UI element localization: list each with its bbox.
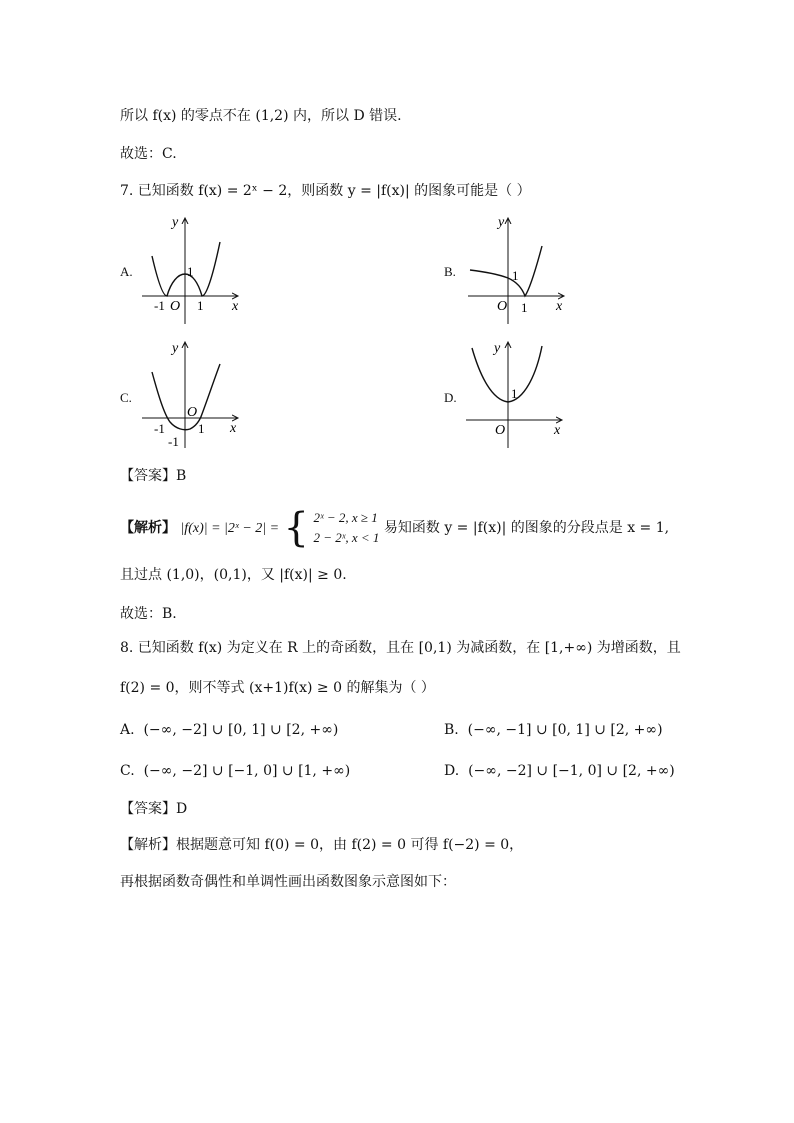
graph-c-origin: O	[187, 405, 198, 420]
piece-case-2: 2 − 2ˣ, x < 1	[313, 530, 380, 545]
graph-d-y-label: y	[494, 341, 501, 356]
q8-option-b	[444, 720, 663, 740]
graph-b-tick-1-x: 1	[521, 300, 528, 315]
q8-analysis-line1: 【解析】根据题意可知 f(0) = 0，由 f(2) = 0 可得 f(−2) = 0，	[120, 837, 524, 853]
graph-a-origin: O	[170, 299, 181, 314]
q7-analysis-lhs: |f(x)| = |2ˣ − 2| =	[180, 521, 280, 536]
q8-stem-line2: f(2) = 0，则不等式 (x+1)f(x) ≥ 0 的解集为（ ）	[120, 680, 435, 696]
piecewise-cases	[313, 508, 379, 548]
graph-a-tick-neg1: -1	[154, 298, 165, 313]
graph-d-x-label: x	[554, 423, 561, 438]
piece-case-1: 2ˣ − 2, x ≥ 1	[313, 510, 378, 525]
q7-analysis-prefix: 【解析】	[120, 520, 176, 536]
graph-c-svg	[138, 336, 248, 454]
q7-graph-b	[462, 212, 572, 330]
graph-b-x-label: x	[556, 299, 563, 314]
q8-option-a	[120, 720, 338, 740]
graph-a-x-label: x	[232, 299, 239, 314]
q8-option-d-label: D.	[444, 763, 460, 779]
q8-option-c	[120, 761, 350, 781]
graph-c-curve	[152, 364, 220, 430]
q7-option-a-label: A.	[120, 264, 133, 279]
q8-option-b-label: B.	[444, 722, 459, 738]
graph-c-y-label: y	[172, 341, 179, 356]
q8-answer: 【答案】D	[120, 801, 188, 817]
graph-b-origin: O	[497, 299, 508, 314]
graph-c-tick-neg1-x: -1	[154, 421, 165, 436]
q7-graph-c	[138, 336, 248, 454]
q8-option-a-label: A.	[120, 722, 135, 738]
q7-choose: 故选：B.	[120, 606, 177, 622]
piecewise-brace: {	[283, 505, 309, 551]
graph-c-tick-1-x: 1	[198, 421, 205, 436]
q7-option-d-label: D.	[444, 390, 457, 405]
graph-a-tick-1-x: 1	[197, 298, 204, 313]
graph-b-tick-1-y: 1	[512, 268, 519, 283]
q8-option-d-text: (−∞, −2] ∪ [−1, 0] ∪ [2, +∞)	[468, 763, 675, 779]
graph-a-y-label: y	[172, 215, 179, 230]
prev-line-zero: 所以 f(x) 的零点不在 (1,2) 内，所以 D 错误.	[120, 108, 402, 124]
q7-analysis-line2: 且过点 (1,0)，(0,1)，又 |f(x)| ≥ 0.	[120, 567, 347, 583]
graph-c-tick-neg1-y: -1	[168, 434, 179, 449]
graph-a-svg	[138, 212, 248, 330]
q7-option-c-label: C.	[120, 390, 132, 405]
prev-choose: 故选：C.	[120, 146, 177, 162]
q8-option-c-label: C.	[120, 763, 135, 779]
graph-b-curve	[470, 246, 542, 296]
q7-graph-d	[462, 336, 572, 454]
graph-c-x-label: x	[230, 421, 237, 436]
graph-d-curve	[472, 346, 542, 402]
q7-analysis	[120, 505, 670, 551]
q8-option-a-text: (−∞, −2] ∪ [0, 1] ∪ [2, +∞)	[143, 722, 339, 738]
q7-analysis-rest: 易知函数 y = |f(x)| 的图象的分段点是 x = 1,	[383, 520, 670, 536]
q7-answer: 【答案】B	[120, 468, 187, 484]
q8-option-b-text: (−∞, −1] ∪ [0, 1] ∪ [2, +∞)	[467, 722, 663, 738]
q8-analysis-line2: 再根据函数奇偶性和单调性画出函数图象示意图如下：	[120, 874, 456, 890]
q8-option-c-text: (−∞, −2] ∪ [−1, 0] ∪ [1, +∞)	[143, 763, 351, 779]
q7-option-b-label: B.	[444, 264, 456, 279]
q8-stem-line1: 8. 已知函数 f(x) 为定义在 R 上的奇函数，且在 [0,1) 为减函数，在 [1,+∞) 为增函数，且	[120, 640, 681, 656]
graph-a-tick-1-y: 1	[187, 264, 194, 279]
q7-graph-a	[138, 212, 248, 330]
graph-a-curve	[152, 242, 220, 296]
q7-stem: 7. 已知函数 f(x) = 2ˣ − 2，则函数 y = |f(x)| 的图象可能是（ ）	[120, 183, 531, 199]
graph-d-origin: O	[495, 423, 506, 438]
graph-d-tick-1-y: 1	[511, 386, 518, 401]
graph-b-svg	[462, 212, 572, 330]
graph-d-svg	[462, 336, 572, 454]
graph-b-y-label: y	[498, 215, 505, 230]
q8-option-d	[444, 761, 675, 781]
